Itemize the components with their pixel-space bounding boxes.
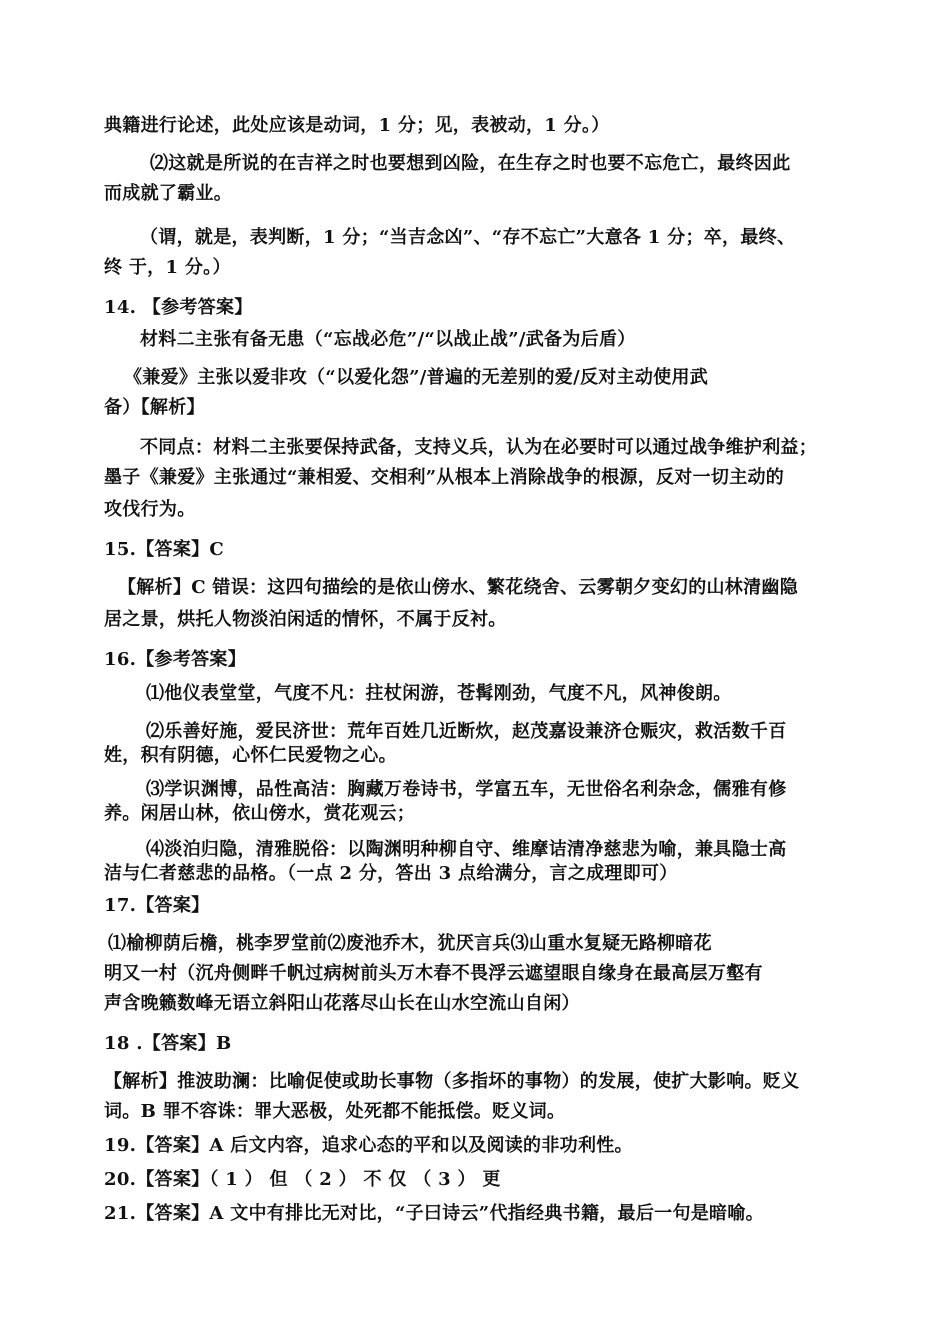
text-line: （谓，就是，表判断，1 分；“当吉念凶”、“存不忘亡”大意各 1 分；卒，最终、 <box>140 227 796 248</box>
text-line: ⑵乐善好施，爱民济世：荒年百姓几近断炊，赵茂嘉设兼济仓赈灾，救活数千百 <box>146 721 787 742</box>
text-line: ⑵这就是所说的在吉祥之时也要想到凶险，在生存之时也要不忘危亡，最终因此 <box>150 153 791 174</box>
text-line: 典籍进行论述，此处应该是动词，1 分；见，表被动，1 分。） <box>104 115 610 136</box>
text-line: 而成就了霸业。 <box>104 183 233 204</box>
text-line: 养。闲居山林，依山傍水，赏花观云； <box>104 803 416 824</box>
text-line: 洁与仁者慈悲的品格。（一点 2 分，答出 3 点给满分，言之成理即可） <box>104 863 678 884</box>
text-line: ⑶学识渊博，品性高洁：胸藏万卷诗书，学富五车，无世俗名利杂念，儒雅有修 <box>146 779 787 800</box>
text-line: 《兼爱》主张以爱非攻（“以爱化怨”/普遍的无差别的爱/反对主动使用武 <box>124 367 709 388</box>
text-line: ⑴他仪表堂堂，气度不凡：拄杖闲游，苍髯刚劲，气度不凡，风神俊朗。 <box>146 683 732 704</box>
text-line: 【解析】推波助澜：比喻促使或助长事物（多指坏的事物）的发展，使扩大影响。贬义 <box>104 1071 800 1092</box>
text-line: 【解析】C 错误：这四句描绘的是依山傍水、繁花绕舍、云雾朝夕变幻的山林清幽隐 <box>118 577 798 598</box>
text-line: 19.【答案】A 后文内容，追求心态的平和以及阅读的非功利性。 <box>104 1135 633 1156</box>
section-heading: 18 .【答案】B <box>104 1033 232 1054</box>
text-line: 姓，积有阴德，心怀仁民爱物之心。 <box>104 745 397 766</box>
section-heading: 16.【参考答案】 <box>104 649 247 670</box>
text-line: 材料二主张有备无患（“忘战必危”/“以战止战”/武备为后盾） <box>140 329 636 350</box>
text-line: 终 于，1 分。） <box>104 257 231 278</box>
text-line: 攻伐行为。 <box>104 499 196 520</box>
text-line: 词。B 罪不容诛：罪大恶极，处死都不能抵偿。贬义词。 <box>104 1101 566 1122</box>
section-heading: 17.【答案】 <box>104 895 210 916</box>
text-line: 居之景，烘托人物淡泊闲适的情怀，不属于反衬。 <box>104 609 507 630</box>
text-line: 21.【答案】A 文中有排比无对比，“子曰诗云”代指经典书籍，最后一句是暗喻。 <box>104 1203 764 1224</box>
section-heading: 14. 【参考答案】 <box>104 297 253 318</box>
text-line: 声含晚籁数峰无语立斜阳山花落尽山长在山水空流山自闲） <box>104 993 580 1014</box>
text-line: ⑴榆柳荫后檐，桃李罗堂前⑵废池乔木，犹厌言兵⑶山重水复疑无路柳暗花 <box>108 933 712 954</box>
text-line: 20.【答案】（ 1 ） 但 （ 2 ） 不 仅 （ 3 ） 更 <box>104 1169 501 1190</box>
section-heading: 15.【答案】C <box>104 539 225 560</box>
text-line: 备）【解析】 <box>104 397 205 418</box>
text-line: 不同点：材料二主张要保持武备，支持义兵，认为在必要时可以通过战争维护利益； <box>140 437 818 458</box>
text-line: 明又一村（沉舟侧畔千帆过病树前头万木春不畏浮云遮望眼自缘身在最高层万壑有 <box>104 963 763 984</box>
text-line: 墨子《兼爱》主张通过“兼相爱、交相利”从根本上消除战争的根源，反对一切主动的 <box>104 467 785 488</box>
text-line: ⑷淡泊归隐，清雅脱俗：以陶渊明种柳自守、维摩诘清净慈悲为喻，兼具隐士高 <box>146 839 787 860</box>
